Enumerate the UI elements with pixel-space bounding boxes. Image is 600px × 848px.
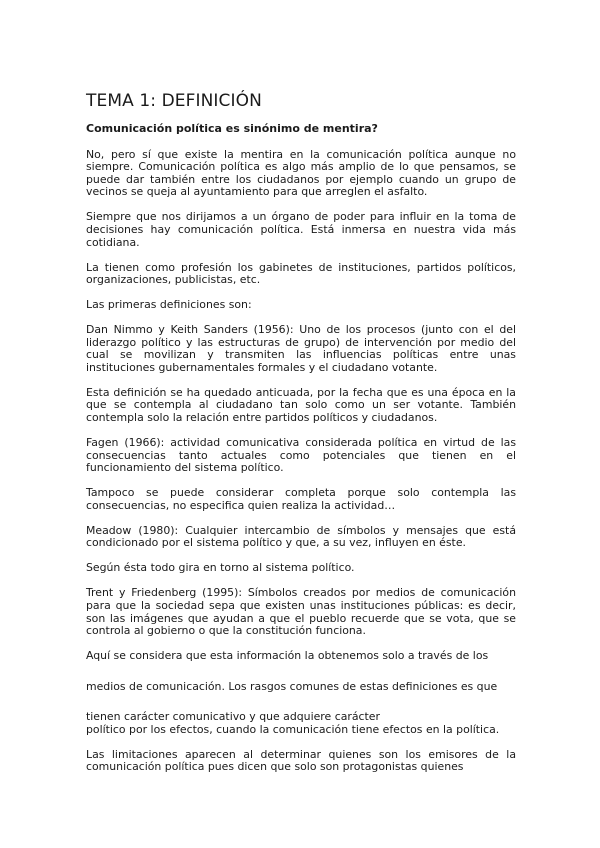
paragraph: Las limitaciones aparecen al determinar quienes son los emisores de la comunicación política pues dicen que solo son protagonistas quienes [86, 747, 516, 774]
paragraph-line: tienen carácter comunicativo y que adquiere carácter [86, 710, 380, 724]
paragraph: Aquí se considera que esta información la obtenemos solo a través de los [86, 649, 489, 663]
paragraph: Dan Nimmo y Keith Sanders (1956): Uno de los procesos (junto con el del liderazgo político y las estructuras de grupo) de intervención por medio del cual se movilizan y transmiten las influencias políticas entre unas instituciones gubernamentales formales y el ciudadano votante. [86, 323, 516, 374]
paragraph: No, pero sí que existe la mentira en la comunicación política aunque no siempre. Comunicación política es algo más amplio de lo que pensamos, se puede dar también entre los ciudadanos por ejemplo cuando un grupo de vecinos se queja al ayuntamiento para que arreglen el asfalto. [86, 147, 516, 199]
paragraph: Siempre que nos dirijamos a un órgano de poder para influir en la toma de decisiones hay comunicación política. Está inmersa en nuestra vida más cotidiana. [86, 210, 516, 249]
paragraph: medios de comunicación. Los rasgos comunes de estas definiciones es que [86, 679, 498, 693]
paragraph: Fagen (1966): actividad comunicativa considerada política en virtud de las consecuencias tanto actuales como potenciales que tienen en el funcionamiento del sistema político. [86, 436, 516, 475]
paragraph: Meadow (1980): Cualquier intercambio de símbolos y mensajes que está condicionado por el sistema político y que, a su vez, influyen en éste. [86, 523, 516, 550]
paragraph: La tienen como profesión los gabinetes de instituciones, partidos políticos, organizaciones, publicistas, etc. [86, 260, 516, 287]
paragraph-line: político por los efectos, cuando la comunicación tiene efectos en la política. [86, 722, 500, 736]
page-title: TEMA 1: DEFINICIÓN [86, 91, 262, 111]
paragraph: Según ésta todo gira en torno al sistema político. [86, 561, 355, 575]
paragraph: Tampoco se puede considerar completa porque solo contempla las consecuencias, no especifica quien realiza la actividad… [86, 486, 516, 512]
paragraph: Esta definición se ha quedado anticuada, por la fecha que es una época en la que se contempla al ciudadano tan solo como un ser votante. También contempla solo la relación entre partidos políticos y ciudadanos. [86, 385, 516, 425]
paragraph: Las primeras definiciones son: [86, 298, 252, 312]
document-page [86, 84, 516, 786]
paragraph: Trent y Friedenberg (1995): Símbolos creados por medios de comunicación para que la sociedad sepa que existen unas instituciones públicas: es decir, son las imágenes que ayudan a que el pueblo recuerde que se vota, que se controla al gobierno o que la constitución funciona. [86, 586, 516, 638]
section-subtitle: Comunicación política es sinónimo de mentira? [86, 122, 378, 135]
